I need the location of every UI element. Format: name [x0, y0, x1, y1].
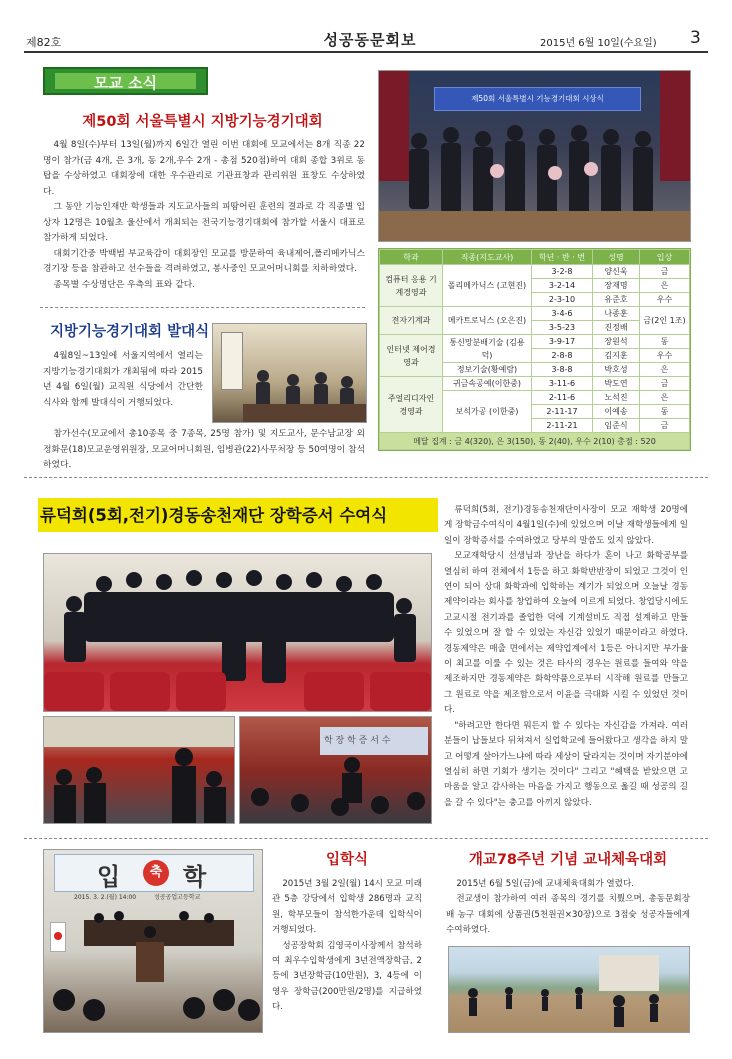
job-cell: 통신망분배기술 (김용덕): [443, 335, 532, 363]
name-cell: 김지훈: [593, 349, 640, 363]
article3-body: [444, 503, 688, 811]
dept-cell: 주얼리디자인 경영과: [380, 377, 443, 433]
entrance-date-line: 2015. 3. 2.(월) 14:00: [74, 894, 137, 901]
name-cell: 임준식: [593, 419, 640, 433]
col-header-name: 성명: [593, 250, 640, 265]
article2-title: 지방기능경기대회 발대식: [50, 324, 210, 340]
name-cell: 장원석: [593, 335, 640, 349]
section-label-text: 모교 소식: [93, 74, 158, 92]
article3-p3: "하려고만 한다면 뭐든지 할 수 있다는 자신감을 가져라. 여러분들이 납들보다 뒤쳐져서 실업학교에 들어왔다고 생각을 하지 말고 어떻게 살아가느냐에 따라 세상이 달라지는 것이며 자기분야에 열심히 하면 기회가 생기는 것이다" 그리고 "혜택을 받았으면 고마움을 알고 감사하는 마음을 가지고 행동으로 옮길 때 성공의 길을 갈 수 있다"는 충고를 아끼지 않았다.: [444, 720, 688, 808]
col-header-grade: 학년 · 반 · 번: [532, 250, 593, 265]
article4-p2: 성공장학회 김영국이사장께서 참석하여 최우수입학생에게 3년전액장학금, 2등에 3년장학금(10만원), 3, 4등에 이영우 장학금(200만원/2명)를 지급하였다.: [272, 940, 422, 1013]
launch-ceremony-photo: [212, 323, 367, 423]
name-cell: 박도연: [593, 377, 640, 391]
job-cell: 귀금속공예(이한중): [443, 377, 532, 391]
banner-char-2: 학: [183, 863, 207, 891]
entrance-school-name: 성공공업고등학교: [154, 894, 201, 901]
scholarship-presentation-photo: [43, 716, 235, 824]
dept-cell: 전자기계과: [380, 307, 443, 335]
name-cell: 진정배: [593, 321, 640, 335]
people-group-illustration: [379, 71, 690, 241]
masthead: 성공동문회보: [323, 31, 417, 49]
grade-cell: 2-3-10: [532, 293, 593, 307]
award-ceremony-photo: [378, 70, 691, 242]
job-cell: 정보기술(황예람): [443, 363, 532, 377]
job-cell: 폴리메카닉스 (고현진): [443, 265, 532, 307]
name-cell: 나종훈: [593, 307, 640, 321]
grade-cell: 2-11-17: [532, 405, 593, 419]
scholarship-group-photo: [43, 553, 432, 712]
article3-p2: 모교재학당시 선생님과 장난을 하다가 혼이 나고 화학공부를 열심히 하여 전체에서 1등을 하고 화학반반장이 되었고 그것이 인연이 되어 상대 화학과에 입학하는 계기가 되었으며 오늘날 경동제약이라는 회사를 창업하여 오늘에 이르게 되었다. 창업당시에도 고교시절 전기과를 졸업한 덕에 기계설비도 직접 설계하고 만들 수 있었으며 잘 할 수 있었는 자신감 있었기 때문이라고 하였다. 경동제약은 매출 면에서는 제약업계에서 1등은 아니지만 부가율이 최고를 이룰 수 있는 것은 타사의 경우는 원료를 들여와 약을 제조하지만 경동제약은 화학약품으로부터 시작해 원료를 만들고 그 원료로 약을 제조함으로서 이윤을 극대화 시킬 수 있었던 것이다.: [444, 551, 688, 716]
article5-p2: 전교생이 참가하여 여러 종목의 경기를 치뤘으며, 총동문회장배 농구 대회에 상품권(5천원권×30장)으로 3점슛 성공자들에게 수여하였다.: [446, 894, 690, 936]
award-cell: 금: [640, 419, 690, 433]
award-cell: 금: [640, 377, 690, 391]
grade-cell: 3-2-8: [532, 265, 593, 279]
grade-cell: 3-11-6: [532, 377, 593, 391]
article1-p3: 대회기간중 박백범 부교육감이 대회장인 모교를 방문하여 육내제어,폴리메카닉스 경기장 등을 참관하고 선수들을 격려하였고, 봉사중인 모교어머니회를 치하하였다.: [43, 248, 365, 274]
grade-cell: 3-9-17: [532, 335, 593, 349]
job-cell: 보석가공 (이한중): [443, 391, 532, 433]
name-cell: 양신욱: [593, 265, 640, 279]
job-cell: 메카트로닉스 (오은진): [443, 307, 532, 335]
col-header-award: 입상: [640, 250, 690, 265]
grade-cell: 3-2-14: [532, 279, 593, 293]
article1-title: 제50회 서울특별시 지방기능경기대회: [82, 114, 323, 130]
banner-char-1: 입: [97, 863, 121, 891]
speech-photo: [239, 716, 432, 824]
students-group-illustration: [44, 554, 431, 711]
article2-body: [43, 349, 203, 411]
divider-2: [24, 477, 708, 478]
entrance-audience-illustration: [44, 850, 262, 1032]
issue-number: 제82호: [26, 36, 62, 49]
article1-body: [43, 138, 365, 293]
name-cell: 박호성: [593, 363, 640, 377]
col-header-dept: 학과: [380, 250, 443, 265]
award-cell: 우수: [640, 349, 690, 363]
dept-cell: 컴퓨터 응용 기계경영과: [380, 265, 443, 307]
page-number: 3: [690, 28, 701, 48]
award-cell: 금(2인 1조): [640, 307, 690, 335]
award-cell: 은: [640, 363, 690, 377]
speaker-illustration: [240, 717, 431, 823]
inset-sign-text: 학 장 학 증 서 수: [324, 736, 391, 746]
award-cell: 은: [640, 279, 690, 293]
article4-p1: 2015년 3월 2일(월) 14시 모교 미래관 5층 강당에서 입학생 286명과 교직원, 학부모들이 참석한가운데 입학식이 거행되었다.: [272, 879, 422, 936]
banner-congrats-circle: 축: [143, 860, 169, 886]
name-cell: 이예송: [593, 405, 640, 419]
sports-day-photo: [448, 946, 690, 1033]
article5-title: 개교78주년 기념 교내체육대회: [468, 852, 668, 868]
grade-cell: 2-8-8: [532, 349, 593, 363]
article1-p1: 4월 8일(수)부터 13일(월)까지 6일간 열린 이번 대회에 모교에서는 8개 직종 22명이 참가(금 4개, 은 3개, 동 2개,우수 2개 - 총점 520점)하여 대회 종합 3위로 동탑을 수상하였고 대회장에 대한 우수관리로 기관표창과 관리위원 표창도 수상하였다.: [43, 140, 365, 197]
article5-p1: 2015년 6월 5일(금)에 교내체육대회가 열렸다.: [456, 879, 635, 889]
article3-title: 류덕희(5회,전기)경동송천재단 장학증서 수여식: [40, 506, 388, 525]
article1-p4: 종목별 수상명단은 우측의 표와 같다.: [53, 279, 195, 290]
grade-cell: 3-8-8: [532, 363, 593, 377]
award-cell: 은: [640, 391, 690, 405]
grade-cell: 3-4-6: [532, 307, 593, 321]
results-table: [379, 249, 690, 450]
section-label: [43, 67, 208, 95]
col-header-job: 직종(지도교사): [443, 250, 532, 265]
article4-body: [272, 877, 422, 1016]
name-cell: 노석진: [593, 391, 640, 405]
article3-p1: 류덕희(5회, 전기)경동송천재단이사장이 모교 재학생 20명에게 장학금수여식이 4월1일(수)에 있었으며 이날 재학생들에게 일일이 장학증서를 수여하였고 당부의 말씀도 있지 않았다.: [444, 505, 688, 546]
name-cell: 장재명: [593, 279, 640, 293]
diners-illustration: [213, 324, 366, 422]
article2-p1: 4월8일~13일에 서울지역에서 열리는 지방기능경기대회가 개최됨에 따라 2015년 4월 6일(월) 교직원 식당에서 간단한 식사와 함께 발대식이 거행되었다.: [43, 351, 203, 408]
article5-body: [446, 877, 690, 939]
award-cell: 금: [640, 265, 690, 279]
article2-body-cont: [43, 427, 365, 474]
article1-p2: 그 동안 기능인재반 학생들과 지도교사들의 피땀어린 훈련의 결과로 각 직종별 입상자 12명은 10월초 울산에서 개최되는 전국기능경기대회에 참가할 서울시 대표로 참가하게 되었다.: [43, 202, 365, 243]
name-cell: 유준호: [593, 293, 640, 307]
results-table-box: [378, 248, 691, 451]
grade-cell: 3-5-23: [532, 321, 593, 335]
article4-title: 입학식: [325, 852, 369, 868]
grade-cell: 2-11-6: [532, 391, 593, 405]
article2-p2: 참가선수(모교에서 총10종목 중 7종목, 25명 참가) 및 지도교사, 문수남교장 외 정화문(18)모교운영위원장, 모교어머니회원, 임병관(22)사무처장 등 50여명이 참석하였다.: [43, 429, 365, 470]
issue-date: 2015년 6월 10일(수요일): [540, 38, 657, 49]
sports-field-illustration: [449, 947, 689, 1032]
award-cell: 우수: [640, 293, 690, 307]
divider-1: [40, 307, 365, 308]
header-rule: [24, 51, 708, 53]
dept-cell: 인터넷 제어경영과: [380, 335, 443, 377]
ceremony-banner-text: 제50회 서울특별시 기능경기대회 시상식: [471, 94, 604, 103]
entrance-ceremony-photo: [43, 849, 263, 1033]
award-cell: 동: [640, 405, 690, 419]
presentation-illustration: [44, 717, 234, 823]
divider-3: [24, 838, 708, 839]
award-cell: 동: [640, 335, 690, 349]
grade-cell: 2-11-21: [532, 419, 593, 433]
medal-total: 메달 집계 : 금 4(320), 은 3(150), 동 2(40), 우수 2(10) 총점 : 520: [380, 433, 690, 450]
